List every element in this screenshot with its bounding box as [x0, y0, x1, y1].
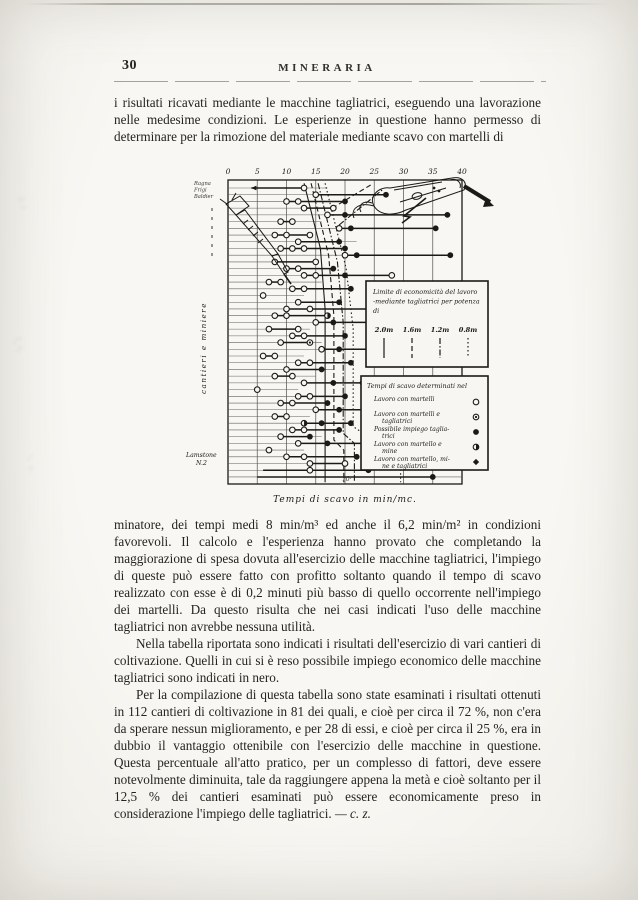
data-point-f: [336, 407, 342, 413]
data-point-o: [272, 232, 278, 238]
svg-text:tagliatrici: tagliatrici: [382, 418, 413, 425]
paragraph-compilazione-text: Per la compilazione di questa tabella sono state esaminati i risultati ottenuti in 112 cantieri di coltivazione in 81 dei quali, e cioè per circa il 72 %, non c'era da sperare nessun miglioramento, e per 28 di essi, e cioè per circa il 25 %, era in dubbio il vantaggio ottenibile con l'esercizio delle macchine in questione. Questa percentuale all'atto pratico, per un complesso di fattori, deve essere notevolmente diminuita, tale da raggiungere appena la metà e cioè soltanto per il 12,5 % dei cantieri esaminati può essere economicamente preso in considerazione l'impiego delle tagliatrici.: [114, 687, 541, 821]
data-point-o: [278, 340, 284, 346]
data-point-h: [301, 420, 307, 426]
data-point-o: [295, 199, 301, 205]
svg-text:35: 35: [427, 167, 438, 176]
svg-text:1.2m: 1.2m: [430, 326, 450, 334]
data-point-half: [473, 444, 479, 450]
svg-text:15: 15: [310, 167, 321, 176]
data-point-o: [284, 367, 290, 373]
data-point-o: [295, 239, 301, 245]
pneumatic-hammer-sketch: [220, 193, 291, 284]
data-point-o: [284, 414, 290, 420]
data-point-o: [342, 461, 348, 467]
data-point-o: [278, 434, 284, 440]
data-point-f: [330, 320, 336, 326]
data-point-o: [272, 313, 278, 319]
data-point-o: [290, 333, 296, 339]
data-point-f: [348, 225, 354, 231]
data-point-o: [307, 360, 313, 366]
svg-text:-mediante tagliatrici per pote: -mediante tagliatrici per potenza: [373, 297, 480, 306]
data-point-o: [290, 400, 296, 406]
paragraph-compilazione: [114, 686, 541, 822]
scan-smudge: ·´ :·: [26, 453, 35, 474]
mining-excavation-times-chart: [168, 158, 518, 518]
header-rule: [114, 81, 546, 82]
svg-text:Lavoro con martelli: Lavoro con martelli: [374, 396, 435, 403]
data-point-f: [433, 225, 439, 231]
svg-text:5: 5: [254, 167, 260, 176]
data-point-f: [348, 420, 354, 426]
data-point-o: [307, 467, 313, 473]
data-point-o: [307, 306, 313, 312]
data-point-f: [325, 400, 331, 406]
svg-text:2.0m: 2.0m: [374, 326, 394, 334]
data-point-f: [319, 367, 325, 373]
paragraph-top: i risultati ricavati mediante le macchine tagliatrici, eseguendo una lavorazione nelle medesime condizioni. Le esperienze in questione hanno permesso di determinare per la rimozione del materiale mediante scavo con martelli di: [114, 95, 541, 144]
data-point-o: [301, 185, 307, 191]
svg-text:10: 10: [281, 167, 292, 176]
data-point-o: [284, 454, 290, 460]
data-point-f: [336, 239, 342, 245]
data-point-f: [342, 212, 348, 218]
data-point-o: [266, 326, 272, 332]
svg-text:Limite di economicità del lavo: Limite di economicità del lavoro: [373, 288, 478, 296]
data-point-o: [284, 199, 290, 205]
data-point-o: [278, 246, 284, 252]
svg-text:0: 0: [225, 167, 231, 176]
data-point-o: [278, 279, 284, 285]
data-point-o: [307, 394, 313, 400]
data-point-o: [295, 394, 301, 400]
svg-text:25: 25: [369, 167, 380, 176]
paragraph-minatore: minatore, dei tempi medi 8 min/m³ ed anche il 6,2 min/m² in condizioni favorevoli. Il calcolo e l'esperienza hanno provato che completando la maggiorazione di spesa dovuta all'esercizio delle macchine tagliatrici, l'impiego di queste può essere fatto con profitto soltanto quando il tempo di scavo realizzato con esse è di 0,2 minuti più basso di quello occorrente nell'impiego dei martelli. Da questo risulta che nei casi indicati l'uso delle macchine tagliatrici non avrebbe nessuna utilità.: [114, 517, 541, 634]
svg-text:Possibile impiego taglia-: Possibile impiego taglia-: [374, 426, 450, 433]
data-point-f: [383, 192, 389, 198]
data-point-o: [307, 461, 313, 467]
data-point-o: [266, 279, 272, 285]
data-point-o: [260, 353, 266, 359]
data-point-o: [272, 373, 278, 379]
paragraph-tabella: Nella tabella riportata sono indicati i risultati dell'esercizio di vari cantieri di coltivazione. Quelli in cui si è reso possibile impiego economico delle macchine tagliatrici sono indicati in nero.: [114, 636, 541, 685]
data-point-f: [330, 266, 336, 272]
data-point-o: [307, 232, 313, 238]
page-number: 30: [122, 58, 137, 73]
svg-text:Ragna: Ragna: [194, 181, 211, 187]
data-point-f: [348, 360, 354, 366]
svg-text:0.8m: 0.8m: [458, 326, 478, 334]
data-point-ringdot: [473, 414, 479, 420]
svg-text:20: 20: [340, 167, 350, 176]
author-initials: — c. z.: [335, 806, 371, 821]
data-point-o: [331, 205, 337, 211]
svg-text:N.2: N.2: [196, 460, 207, 467]
data-point-o: [284, 306, 290, 312]
data-point-o: [313, 320, 319, 326]
svg-text:ne e tagliatrici: ne e tagliatrici: [382, 463, 428, 470]
data-point-f: [336, 299, 342, 305]
data-point-o: [342, 252, 348, 258]
data-point-f: [342, 272, 348, 278]
data-point-o: [313, 407, 319, 413]
data-point-o: [325, 212, 331, 218]
data-point-f: [342, 333, 348, 339]
data-point-f: [447, 252, 453, 258]
data-point-o: [301, 427, 307, 433]
data-point-o: [295, 326, 301, 332]
data-point-o: [301, 286, 307, 292]
legend-economic-limits: [366, 281, 488, 367]
data-point-o: [284, 232, 290, 238]
data-point-o: [290, 373, 296, 379]
svg-text:10·: 10·: [342, 476, 352, 483]
svg-text:mine: mine: [382, 448, 398, 455]
data-point-o: [290, 246, 296, 252]
svg-text:1.6m: 1.6m: [402, 326, 422, 334]
data-point-o: [295, 266, 301, 272]
data-point-o: [313, 273, 319, 279]
data-point-f: [307, 434, 313, 440]
data-point-o: [301, 454, 307, 460]
data-point-o: [313, 259, 319, 265]
data-point-f: [330, 380, 336, 386]
data-point-o: [278, 219, 284, 225]
svg-text:di: di: [373, 307, 380, 315]
scan-edge-artifact: [25, 3, 610, 5]
data-point-o: [301, 333, 307, 339]
data-point-o: [295, 441, 301, 447]
svg-text:Lavoro con martello, mi-: Lavoro con martello, mi-: [374, 456, 450, 463]
data-point-o: [290, 427, 296, 433]
svg-text:Tempi di scavo in min/mc.: Tempi di scavo in min/mc.: [273, 495, 417, 505]
data-point-o: [290, 219, 296, 225]
svg-text:Lavoro con martello e: Lavoro con martello e: [374, 441, 442, 448]
data-point-o: [266, 447, 272, 453]
figure-chart: [168, 158, 518, 518]
data-point-o: [301, 246, 307, 252]
data-point-o: [295, 299, 301, 305]
data-point-o: [319, 346, 325, 352]
data-point-f: [342, 393, 348, 399]
svg-text:Lamstone: Lamstone: [186, 452, 217, 459]
data-point-r: [307, 340, 313, 346]
journal-title: MINERARIA: [278, 62, 376, 74]
data-point-open: [473, 399, 479, 405]
data-point-f: [354, 454, 360, 460]
data-point-o: [301, 205, 307, 211]
legend-symbols: [361, 376, 488, 470]
svg-text:Frigi: Frigi: [194, 187, 207, 194]
data-point-o: [290, 286, 296, 292]
data-point-f: [348, 286, 354, 292]
data-point-f: [325, 440, 331, 446]
data-point-o: [295, 360, 301, 366]
data-point-filled: [473, 429, 479, 435]
data-point-f: [336, 346, 342, 352]
data-point-o: [272, 353, 278, 359]
data-point-o: [260, 293, 266, 299]
svg-text:cantieri e miniere: cantieri e miniere: [199, 302, 208, 394]
data-point-o: [254, 387, 260, 393]
svg-text:trici: trici: [382, 433, 395, 440]
data-point-f: [336, 427, 342, 433]
data-point-f: [430, 474, 436, 480]
data-point-o: [313, 192, 319, 198]
scan-smudge: ,··· ;·: [12, 333, 23, 354]
data-point-o: [301, 273, 307, 279]
svg-text:40: 40: [457, 167, 467, 176]
data-point-o: [336, 226, 342, 232]
svg-text:Baldier: Baldier: [194, 194, 214, 200]
data-point-o: [284, 313, 290, 319]
data-point-f: [319, 420, 325, 426]
data-point-f: [342, 246, 348, 252]
data-point-f: [342, 199, 348, 205]
svg-text:30: 30: [398, 167, 409, 176]
data-point-h: [325, 313, 331, 319]
data-point-f: [444, 212, 450, 218]
data-point-o: [301, 380, 307, 386]
svg-text:Lavoro con martelli e: Lavoro con martelli e: [374, 411, 441, 418]
data-point-o: [389, 273, 395, 279]
data-point-o: [272, 414, 278, 420]
body-text: [114, 516, 541, 822]
svg-text:Tempi di scavo determinati nel: Tempi di scavo determinati nel: [367, 382, 467, 390]
data-point-f: [354, 252, 360, 258]
data-point-o: [278, 400, 284, 406]
scan-smudge: ·:· ··: [16, 193, 26, 214]
